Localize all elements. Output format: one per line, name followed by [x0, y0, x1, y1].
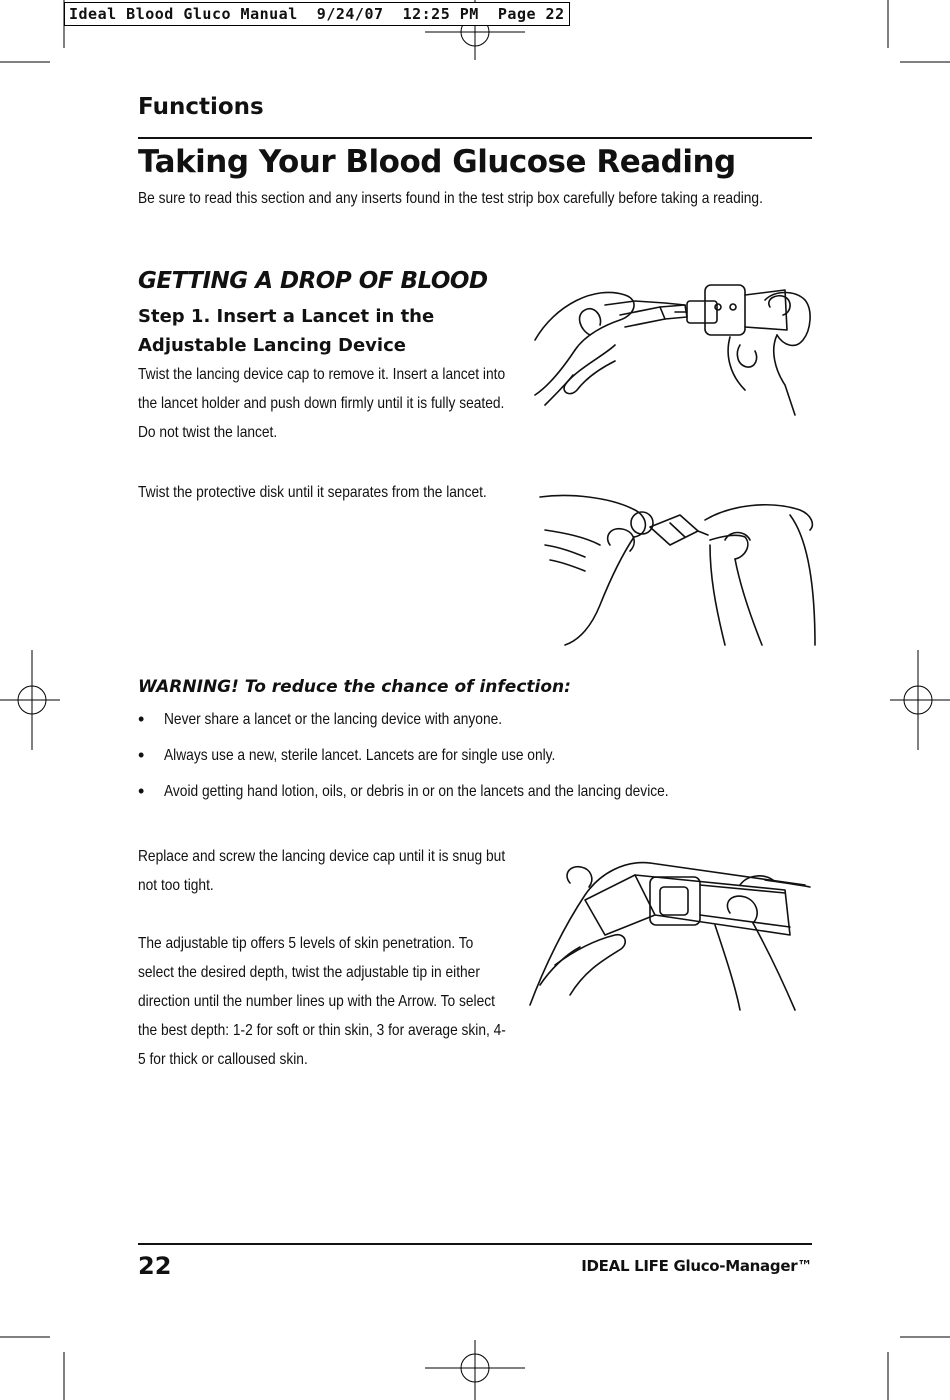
paragraph-replace-cap-text: Replace and screw the lancing device cap until it is snug but not too tight. — [138, 848, 506, 894]
subhead-getting-blood: GETTING A DROP OF BLOOD — [138, 268, 488, 294]
intro-text: Be sure to read this section and any inserts found in the test strip box carefully before taking a reading. — [138, 190, 763, 207]
footer-rule — [138, 1243, 812, 1245]
warning-item-text: • Never share a lancet or the lancing device with anyone. — [164, 711, 503, 728]
page-title: Taking Your Blood Glucose Reading — [138, 144, 736, 180]
paragraph-adjustable-tip — [138, 929, 578, 1074]
printer-slug: Ideal Blood Gluco Manual 9/24/07 12:25 PM Page 22 — [64, 2, 570, 26]
warning-list — [138, 705, 938, 813]
step-heading-line2: Adjustable Lancing Device — [138, 335, 406, 356]
step-heading-line1: Step 1. Insert a Lancet in the — [138, 306, 435, 327]
warning-item — [138, 777, 938, 813]
paragraph-adjustable-tip-text: The adjustable tip offers 5 levels of skin penetration. To select the desired depth, twist the adjustable tip in either direction until the number lines up with the Arrow. To select the best depth: 1-2 for soft or thin skin, 3 for average skin, 4-5 for thick or calloused skin. — [138, 935, 506, 1068]
section-label: Functions — [138, 94, 264, 120]
warning-item-text: • Always use a new, sterile lancet. Lancets are for single use only. — [164, 747, 556, 764]
header-rule — [138, 137, 812, 139]
intro-paragraph — [138, 184, 878, 213]
warning-item — [138, 705, 938, 741]
warning-title: WARNING! To reduce the chance of infection: — [138, 677, 571, 697]
illustration-replace-cap — [525, 855, 815, 1015]
paragraph-twist-disk-text: Twist the protective disk until it separates from the lancet. — [138, 484, 487, 501]
step-heading — [138, 302, 518, 360]
warning-item-text: • Avoid getting hand lotion, oils, or debris in or on the lancets and the lancing device. — [164, 783, 669, 800]
paragraph-insert-lancet-text: Twist the lancing device cap to remove it. Insert a lancet into the lancet holder and push down firmly until it is fully seated. Do not twist the lancet. — [138, 366, 506, 441]
registration-mark-bottom — [425, 1340, 525, 1400]
warning-item — [138, 741, 938, 777]
paragraph-insert-lancet — [138, 360, 578, 447]
illustration-insert-lancet — [515, 275, 815, 425]
illustration-twist-disk — [530, 485, 820, 650]
paragraph-twist-disk — [138, 478, 578, 507]
registration-mark-left — [0, 650, 60, 750]
page-number: 22 — [138, 1252, 172, 1280]
footer-brand: IDEAL LIFE Gluco-Manager™ — [581, 1257, 812, 1275]
paragraph-replace-cap — [138, 842, 578, 900]
